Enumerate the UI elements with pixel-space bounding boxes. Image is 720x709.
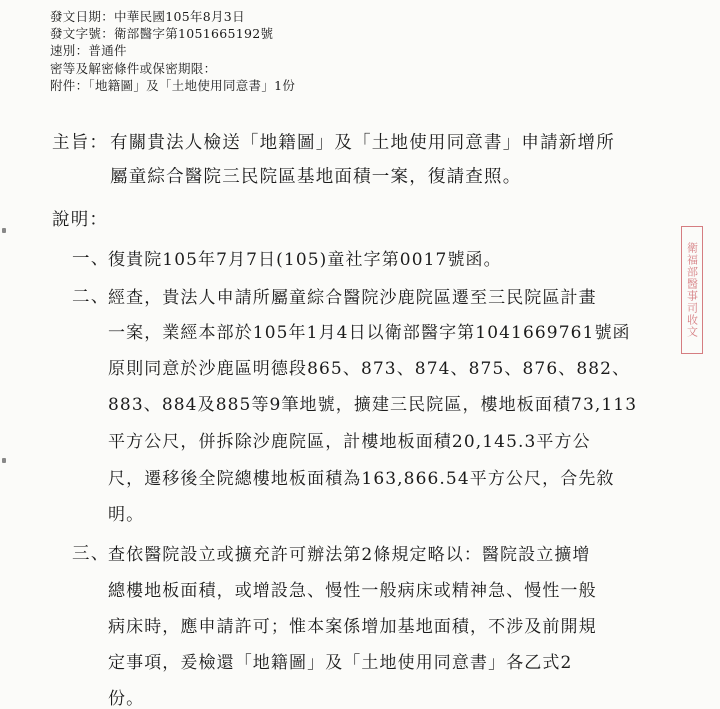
item-label-2: 二、 (72, 287, 110, 307)
explanation-heading: 說明： (52, 210, 109, 230)
item-2-line: 883、884及885等9筆地號，擴建三民院區，樓地板面積73,113 (108, 395, 638, 415)
subject-heading: 主旨： (52, 133, 109, 153)
item-2-line: 原則同意於沙鹿區明德段865、873、874、875、876、882、 (108, 359, 631, 379)
item-3-line: 病床時，應申請許可；惟本案係增加基地面積，不涉及前開規 (108, 617, 597, 637)
subject-line-1: 有關貴法人檢送「地籍圖」及「土地使用同意書」申請新增所 (110, 133, 615, 153)
document-number: 發文字號：衛部醫字第1051665192號 (50, 26, 274, 42)
scan-mark (2, 458, 6, 463)
item-label-3: 三、 (72, 544, 110, 564)
issue-date: 發文日期：中華民國105年8月3日 (50, 9, 245, 24)
item-3-line: 查依醫院設立或擴充許可辦法第2條規定略以：醫院設立擴增 (108, 545, 591, 565)
attachment-info: 附件：「地籍圖」及「土地使用同意書」1份 (50, 77, 296, 93)
scan-mark (2, 228, 6, 233)
item-3-line: 份。 (108, 689, 145, 709)
delivery-speed: 速別：普通件 (50, 43, 127, 59)
item-2-line: 平方公尺，併拆除沙鹿院區，計樓地板面積20,145.3平方公 (108, 432, 591, 452)
item-2-line: 經查，貴法人申請所屬童綜合醫院沙鹿院區遷至三民院區計畫 (108, 288, 597, 308)
item-1-line: 復貴院105年7月7日(105)童社字第0017號函。 (108, 250, 502, 270)
document-header (50, 8, 295, 94)
item-2-line: 尺，遷移後全院總樓地板面積為163,866.54平方公尺，合先敘 (108, 469, 615, 489)
item-2-line: 明。 (108, 505, 145, 525)
secrecy-level: 密等及解密條件或保密期限： (50, 60, 217, 76)
item-label-1: 一、 (72, 249, 110, 269)
item-2-line: 一案，業經本部於105年1月4日以衛部醫字第1041669761號函 (108, 323, 631, 343)
item-3-line: 總樓地板面積，或增設急、慢性一般病床或精神急、慢性一般 (108, 581, 597, 601)
subject-line-2: 屬童綜合醫院三民院區基地面積一案，復請查照。 (110, 167, 522, 187)
received-stamp: 衛福部醫事司收文 (681, 226, 703, 354)
item-3-line: 定事項，爰檢還「地籍圖」及「土地使用同意書」各乙式2 (108, 653, 573, 673)
